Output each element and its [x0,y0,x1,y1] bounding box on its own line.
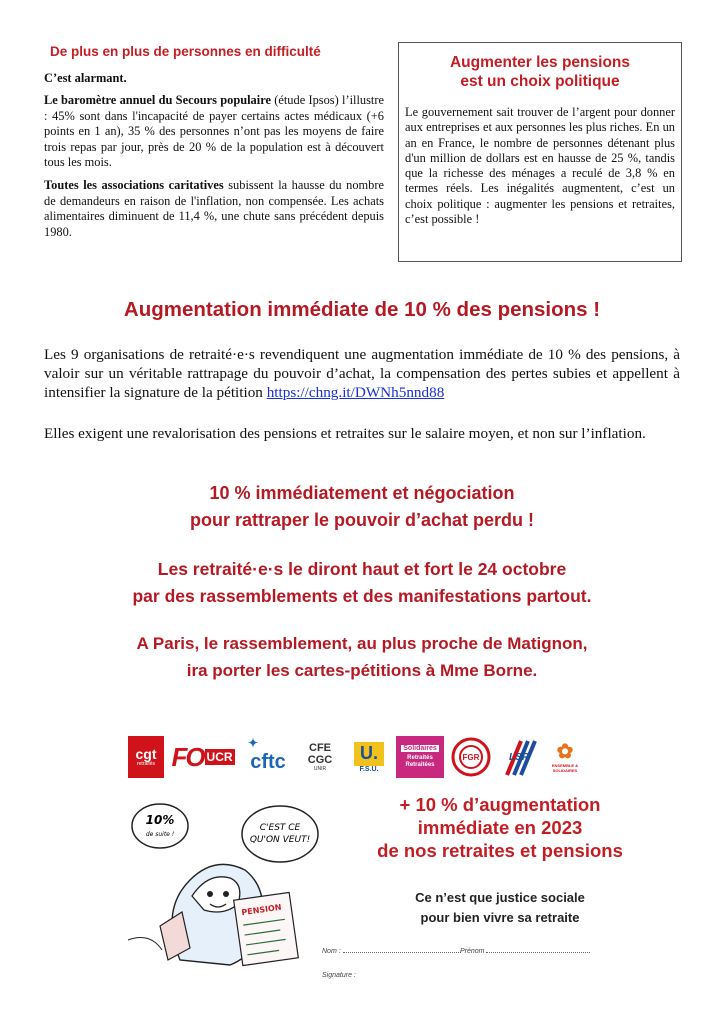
card-title-line-1: + 10 % d’augmentation [399,794,601,815]
slogan-2-line-2: par des rassemblements et des manifestations partout. [132,586,592,606]
fgr-logo: FGR [450,736,492,778]
revaluation-paragraph: Elles exigent une revalorisation des pensions et retraites sur le salaire moyen, et non sur l’inflation. [44,425,646,442]
slogan-block-3 [0,630,724,684]
petition-card-title [340,793,660,862]
political-choice-box [398,42,682,262]
cgt-logo: cgt retraités [128,736,164,778]
petition-link[interactable]: https://chng.it/DWNh5nnd88 [266,384,445,401]
slogan-block-1 [0,480,724,534]
political-choice-heading [405,53,675,91]
barometer-text: (étude Ipsos) l’illustre : 45% sont dans l'incapacité de payer certains actes médicaux (+6 points en 1 an), 35 % des personnes n’ont pas les moyens de faire trois repas par jour, près de 20 % de la population est à découvert tous les mois. [44,93,384,170]
lsr-logo: LSR [498,736,540,778]
slogan-3-line-2: ira porter les cartes-pétitions à Mme Borne. [186,661,538,680]
alarm-lead: C’est alarmant. [44,71,127,85]
nom-field[interactable] [322,948,461,955]
difficulty-heading: De plus en plus de personnes en difficulté [50,44,321,59]
heading-line-1: Augmenter les pensions [449,54,630,71]
nom-label: Nom : [322,948,341,955]
charities-bold: Toutes les associations caritatives [44,178,224,193]
card-title-line-3: de nos retraites et pensions [377,840,623,861]
bubble-1-title: 10% [145,813,175,827]
bubble-2-line-2: QU'ON VEUT! [249,835,311,845]
slogan-3-line-1: A Paris, le rassemblement, au plus proche de Matignon, [136,634,588,653]
flower-icon: ✿ [556,741,574,763]
petition-card-subtitle [340,888,660,928]
card-sub-line-2: pour bien vivre sa retraite [420,910,580,925]
bird-icon: ✦ [248,736,259,750]
card-title-line-2: immédiate en 2023 [417,817,583,838]
petition-paragraph [44,345,680,402]
fo-ucr-logo: FO UCR [171,741,233,772]
cftc-logo: ✦ cftc [248,736,286,773]
prenom-field[interactable] [460,948,590,955]
barometer-bold: Le baromètre annuel du Secours populaire [44,93,271,108]
union-logos-row [128,736,598,780]
prenom-label: Prénom [460,948,485,955]
bubble-2-line-1: C'EST CE [259,823,301,833]
slogan-block-2 [0,556,724,610]
cfe-cgc-logo: CFE CGC UNIR [307,742,333,772]
slogan-1-line-1: 10 % immédiatement et négociation [209,483,515,503]
pension-sheet-label: PENSION [240,902,283,918]
political-choice-text: Le gouvernement sait trouver de l’argent pour donner aux entreprises et aux personnes les plus riches. En un an en France, le nombre de personnes détenant plus d'un million de dollars est en hausse de 25 %, tandis que la richesse des ménages a reculé de 3,8 % en termes réels. Les inégalités augmentent, c’est un choix politique : augmenter les pensions et retraites, c’est possible ! [405,105,675,227]
barometer-paragraph [44,93,384,170]
bubble-1-sub: de suite ! [145,831,175,838]
pensioner-illustration [120,800,332,968]
difficulty-section [44,44,384,248]
heading-line-2: est un choix politique [460,73,620,90]
charities-text: subissent la hausse du nombre de demandeurs en raison de l'inflation, non compensée. Les achats alimentaires diminuent de 11,4 %, une chute sans précédent depuis 1980. [44,178,384,239]
signature-field[interactable] [322,972,356,979]
fsu-logo: U. F.S.U. [348,736,390,778]
main-title: Augmentation immédiate de 10 % des pensions ! [123,298,601,321]
slogan-2-line-1: Les retraité·e·s le diront haut et fort le 24 octobre [157,559,567,579]
charities-paragraph [44,178,384,240]
petition-text: Les 9 organisations de retraité·e·s revendiquent une augmentation immédiate de 10 % des pensions, à valoir sur un véritable rattrapage du pouvoir d’achat, la compensation des pertes subies et appellent à intensifier la signature de la pétition [44,346,680,401]
signature-label: Signature : [322,972,356,979]
slogan-1-line-2: pour rattraper le pouvoir d’achat perdu ! [189,510,535,530]
card-sub-line-1: Ce n’est que justice sociale [415,890,585,905]
solidaires-logo: Solidaires Retraités Retraitées [396,736,444,778]
ensemble-solidaires-logo: ✿ ENSEMBLE & SOLIDAIRES [551,741,579,773]
